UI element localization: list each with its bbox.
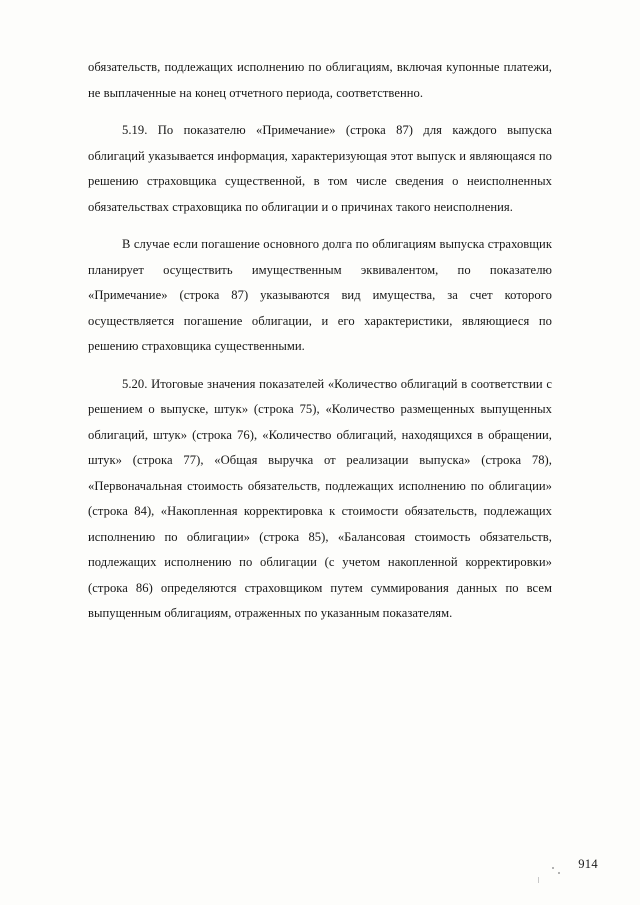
scan-artifact	[558, 872, 560, 874]
paragraph: обязательств, подлежащих исполнению по облигациям, включая купонные платежи, не выплаченные на конец отчетного периода, соответственно.	[88, 60, 552, 100]
paragraph: 5.20. Итоговые значения показателей «Количество облигаций в соответствии с решением о выпуске, штук» (строка 75), «Количество размещенных выпущенных облигаций, штук» (строка 76), «Количество облигаций, находящихся в обращении, штук» (строка 77), «Общая выручка от реализации выпуска» (строка 78), «Первоначальная стоимость обязательств, подлежащих исполнению по облигации» (строка 84), «Накопленная корректировка к стоимости обязательств, подлежащих исполнению по облигации» (строка 85), «Балансовая стоимость обязательств, подлежащих исполнению по облигации (с учетом накопленной корректировки» (строка 86) определяются страховщиком путем суммирования данных по всем выпущенным облигациям, отраженных по указанным показателям.	[88, 376, 552, 620]
paragraph: 5.19. По показателю «Примечание» (строка 87) для каждого выпуска облигаций указывается информация, характеризующая этот выпуск и являющаяся по решению страховщика существенной, в том числе сведения о неисполненных обязательствах страховщика по облигации и о причинах такого неисполнения.	[88, 123, 552, 214]
scan-artifact	[552, 867, 554, 869]
page-body	[88, 55, 552, 627]
page-number: 914	[578, 857, 598, 871]
scan-artifact	[538, 877, 539, 883]
paragraph: В случае если погашение основного долга по облигациям выпуска страховщик планирует осуществить имущественным эквивалентом, по показателю «Примечание» (строка 87) указываются вид имущества, за счет которого осуществляется погашение облигации, и его характеристики, являющиеся по решению страховщика существенными.	[88, 237, 552, 353]
